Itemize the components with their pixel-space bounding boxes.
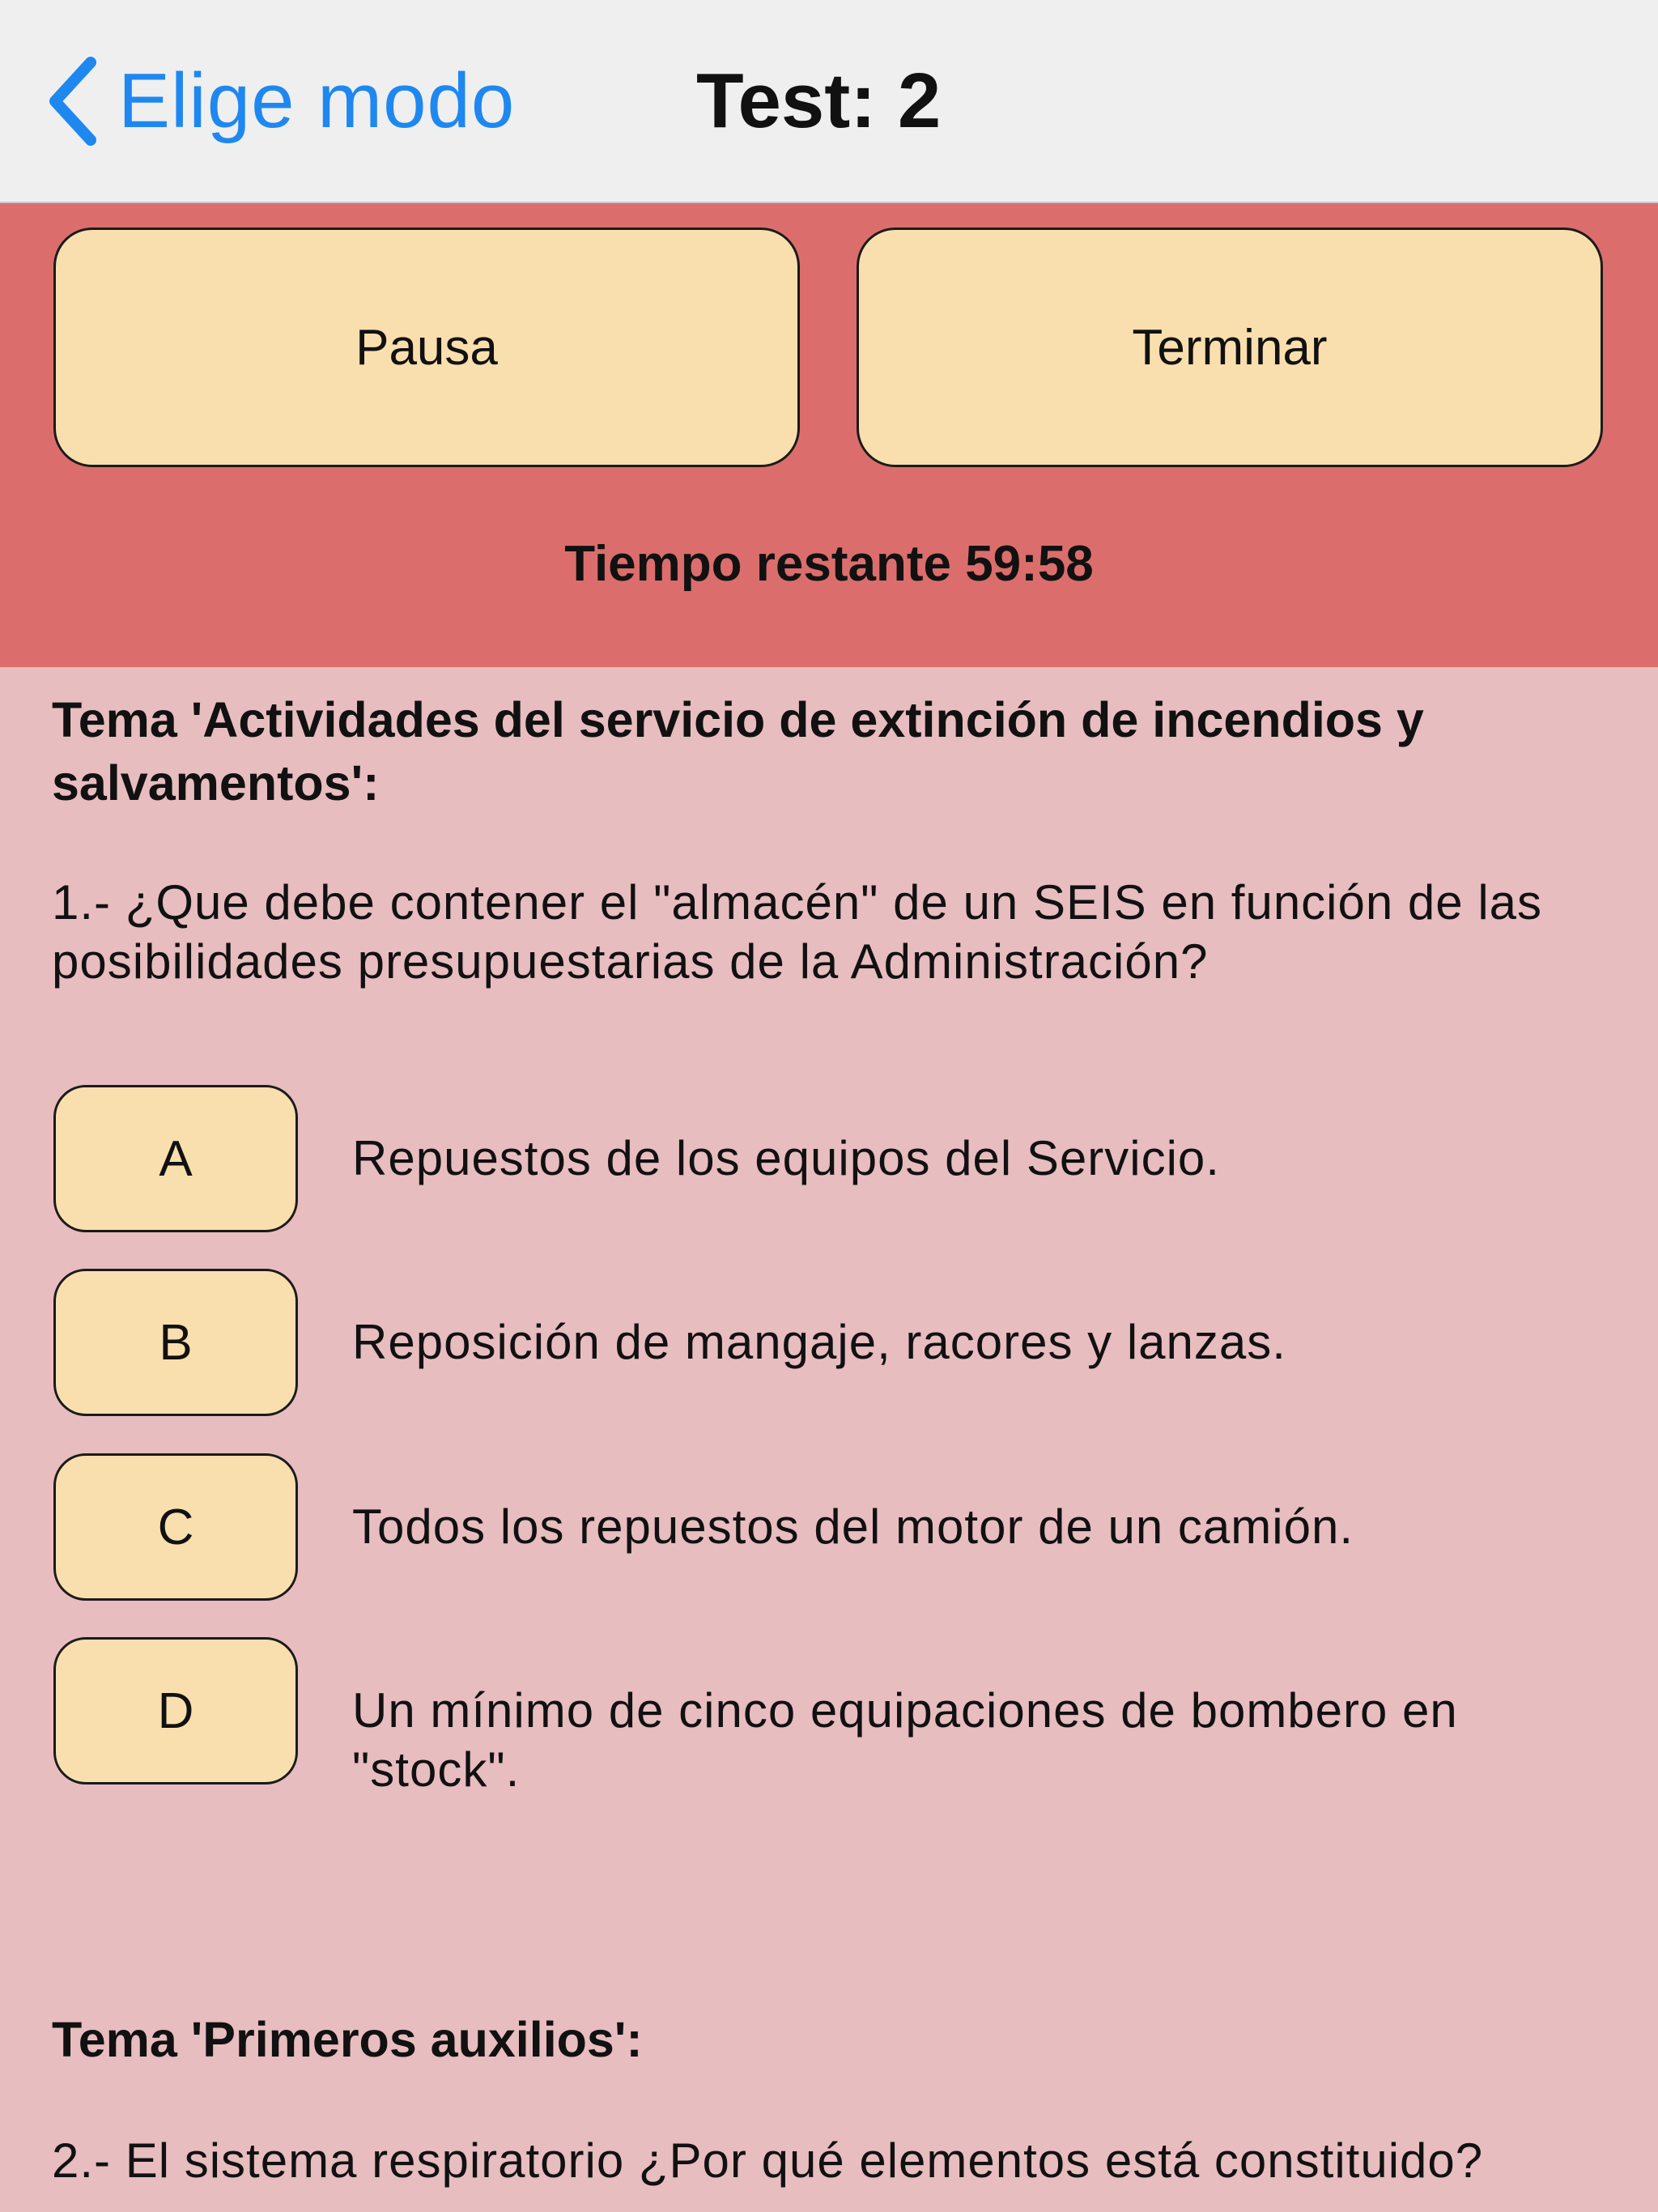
answer-c-button[interactable]: C bbox=[53, 1453, 298, 1601]
test-controls bbox=[0, 203, 1658, 667]
answer-d-button[interactable]: D bbox=[53, 1637, 298, 1784]
back-button-label: Elige modo bbox=[118, 57, 516, 144]
question-list[interactable] bbox=[0, 667, 1658, 2212]
chevron-left-icon bbox=[40, 53, 105, 150]
answer-a-text: Repuestos de los equipos del Servicio. bbox=[352, 1131, 1220, 1185]
topic-heading-1: Tema 'Actividades del servicio de extinción de incendios y salvamentos': bbox=[52, 692, 1424, 810]
question-text-2: 2.- El sistema respiratorio ¿Por qué elementos está constituido? bbox=[52, 2133, 1484, 2188]
back-button[interactable] bbox=[40, 49, 515, 154]
answer-b-text: Reposición de mangaje, racores y lanzas. bbox=[352, 1315, 1286, 1369]
time-remaining: Tiempo restante 59:58 bbox=[564, 536, 1094, 592]
topic-heading-2: Tema 'Primeros auxilios': bbox=[52, 2012, 643, 2067]
answer-b-button[interactable]: B bbox=[53, 1269, 298, 1416]
pause-button[interactable]: Pausa bbox=[53, 228, 800, 467]
navigation-bar bbox=[0, 0, 1658, 203]
answer-d-text: Un mínimo de cinco equipaciones de bombero en "stock". bbox=[352, 1683, 1458, 1797]
answer-c-text: Todos los repuestos del motor de un camión. bbox=[352, 1499, 1354, 1554]
question-text-1: 1.- ¿Que debe contener el "almacén" de un SEIS en función de las posibilidades presupuestarias de la Administración? bbox=[52, 875, 1543, 989]
page-title: Test: 2 bbox=[696, 57, 942, 144]
answer-a-button[interactable]: A bbox=[53, 1085, 298, 1232]
finish-button[interactable]: Terminar bbox=[857, 228, 1603, 467]
